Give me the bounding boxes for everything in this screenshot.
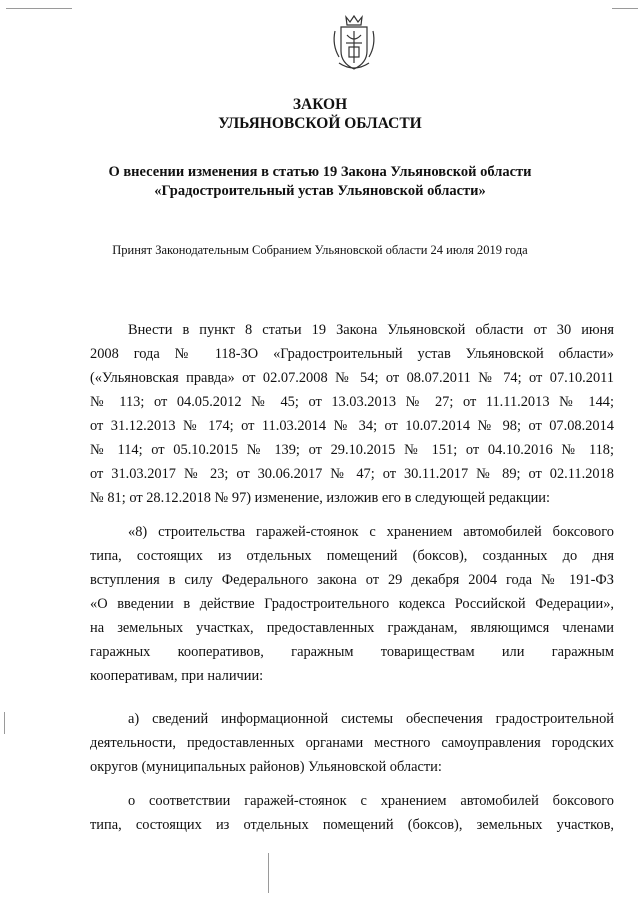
scan-mark-top-right (612, 8, 638, 9)
body-line: от 31.03.2017 № 23; от 30.06.2017 № 47; от 30.11.2017 № 89; от 02.11.2018 (90, 466, 614, 482)
body-line: о соответствии гаражей-стоянок с хранением автомобилей боксового (128, 793, 614, 809)
body-line: («Ульяновская правда» от 02.07.2008 № 54; от 08.07.2011 № 74; от 07.10.2011 (90, 370, 614, 386)
body-line: 2008 года № 118-ЗО «Градостроительный устав Ульяновской области» (90, 346, 614, 362)
body-line: округов (муниципальных районов) Ульяновской области: (90, 759, 442, 775)
law-subject-line2: «Градостроительный устав Ульяновской области» (154, 183, 486, 199)
law-subject (0, 163, 640, 201)
body-line: вступления в силу Федерального закона от 29 декабря 2004 года № 191-ФЗ (90, 572, 614, 588)
law-title-line2: УЛЬЯНОВСКОЙ ОБЛАСТИ (218, 115, 422, 132)
scan-mark-top-left (6, 8, 72, 9)
body-line: от 31.12.2013 № 174; от 11.03.2014 № 34; от 10.07.2014 № 98; от 07.08.2014 (90, 418, 614, 434)
scan-mark-bottom (268, 853, 269, 893)
body-line: кооперативам, при наличии: (90, 668, 264, 684)
body-line: «О введении в действие Градостроительного кодекса Российской Федерации», (90, 596, 614, 612)
coat-of-arms-emblem (329, 13, 379, 75)
body-paragraph-main (90, 318, 614, 510)
body-line: № 113; от 04.05.2012 № 45; от 13.03.2013 № 27; от 11.11.2013 № 144; (90, 394, 614, 410)
body-line: № 114; от 05.10.2015 № 139; от 29.10.2015 № 151; от 04.10.2016 № 118; (90, 442, 614, 458)
law-title (0, 95, 640, 133)
scan-mark-left (4, 712, 5, 734)
body-paragraph-conformity (90, 789, 614, 837)
law-title-line1: ЗАКОН (292, 96, 348, 113)
body-line: типа, состоящих из отдельных помещений (боксов), земельных участков, (90, 817, 614, 833)
body-line: деятельности, предоставленных органами местного самоуправления городских (90, 735, 614, 751)
body-line: «8) строительства гаражей-стоянок с хранением автомобилей боксового (128, 524, 614, 540)
body-line: гаражных кооперативов, гаражным товариществам или гаражным (90, 644, 614, 660)
body-line: Внести в пункт 8 статьи 19 Закона Ульяновской области от 30 июня (128, 322, 614, 338)
adoption-statement: Принят Законодательным Собранием Ульяновской области 24 июля 2019 года (112, 243, 528, 257)
law-subject-line1: О внесении изменения в статью 19 Закона Ульяновской области (108, 164, 532, 180)
body-line: типа, состоящих из отдельных помещений (боксов), созданных до дня (90, 548, 614, 564)
body-paragraph-item-8 (90, 520, 614, 688)
body-paragraph-item-a (90, 707, 614, 779)
body-line: № 81; от 28.12.2018 № 97) изменение, изложив его в следующей редакции: (90, 490, 550, 506)
body-line: а) сведений информационной системы обеспечения градостроительной (128, 711, 614, 727)
body-line: на земельных участках, предоставленных гражданам, являющимся членами (90, 620, 614, 636)
